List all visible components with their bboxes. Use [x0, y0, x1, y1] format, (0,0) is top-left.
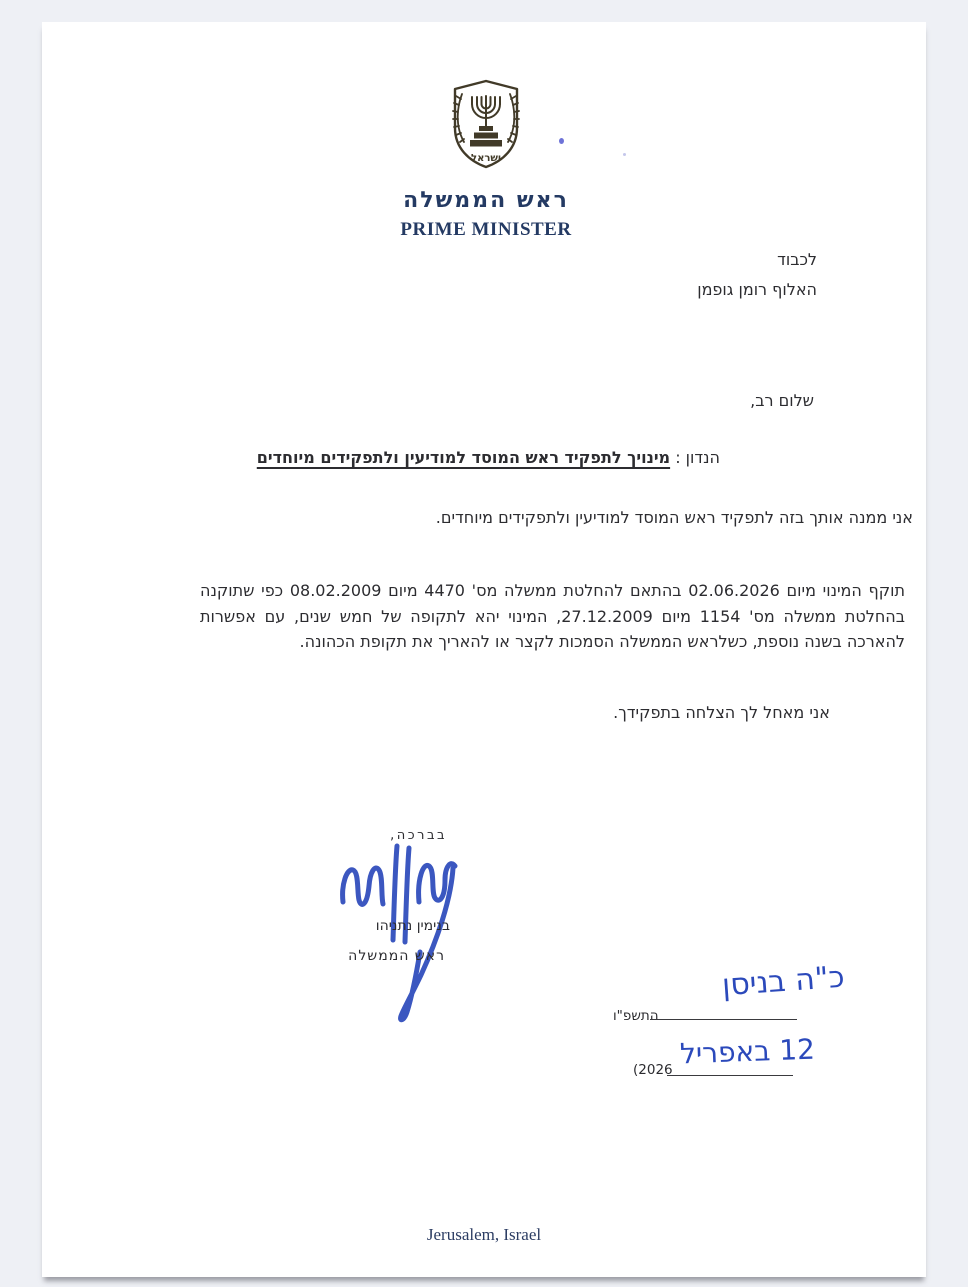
addressee-salutation: לכבוד	[777, 250, 817, 269]
addressee-block	[697, 245, 817, 305]
emblem-of-israel-icon	[446, 78, 526, 170]
menorah-pedestal	[470, 126, 502, 147]
ink-speck	[623, 153, 626, 156]
handwritten-hebrew-date: כ"ה בניסן	[721, 959, 847, 1004]
subject-label: הנדון :	[675, 448, 720, 467]
signature-benjamin-netanyahu	[337, 840, 467, 1040]
handwritten-gregorian-date: 12 באפריל	[679, 1032, 816, 1071]
ink-speck	[559, 138, 564, 144]
emblem-caption: ישראל	[471, 153, 501, 164]
gregorian-date-fill-line	[667, 1075, 793, 1076]
addressee-name: האלוף רומן גופמן	[697, 280, 817, 299]
subject-text: מינויך לתפקיד ראש המוסד למודיעין ולתפקידים מיוחדים	[256, 448, 671, 467]
footer-location: Jerusalem, Israel	[426, 1225, 542, 1244]
hebrew-year-label: התשפ"ו	[613, 1008, 659, 1024]
hebrew-date-fill-line	[650, 1019, 797, 1020]
pm-title-hebrew: ראש הממשלה	[403, 188, 569, 213]
pm-title-english: PRIME MINISTER	[400, 219, 572, 240]
menorah-icon	[472, 96, 500, 126]
closing-word: בברכה,	[390, 828, 447, 843]
signer-name: בנימין נתניהו	[375, 918, 450, 934]
greeting-line: שלום רב,	[750, 391, 814, 410]
gregorian-year-label: (2026	[633, 1062, 673, 1078]
wish-line: אני מאחל לך הצלחה בתפקידך.	[613, 703, 830, 722]
letter-page	[42, 22, 926, 1277]
appointment-line: אני ממנה אותך בזה לתפקיד ראש המוסד למודיעין ולתפקידים מיוחדים.	[435, 508, 913, 527]
signer-title: ראש הממשלה	[348, 948, 445, 964]
subject-line	[257, 448, 720, 467]
terms-paragraph: תוקף המינוי מיום 02.06.2026 בהתאם להחלטת ממשלה מס' 4470 מיום 08.02.2009 כפי שתוקנה בהחלטת ממשלה מס' 1154 מיום 27.12.2009, המינוי יהא לתקופה של חמש שנים, עם אפשרות להארכה בשנה נוספת, כשלראש הממשלה הסמכות לקצר או להאריך את תקופת הכהונה.	[200, 581, 906, 651]
